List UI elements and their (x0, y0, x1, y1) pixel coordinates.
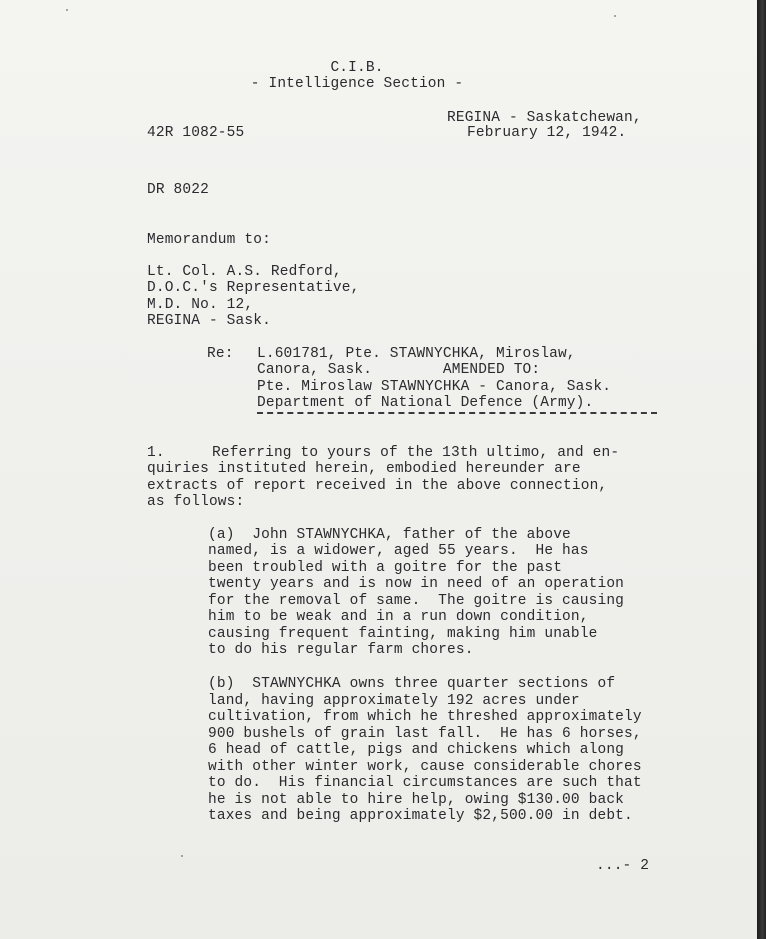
item-a-line: twenty years and is now in need of an operation (208, 576, 625, 592)
paragraph-line: extracts of report received in the above connection, (147, 478, 608, 494)
paper-speck (66, 9, 68, 11)
item-a-line: causing frequent fainting, making him unable (208, 626, 598, 642)
item-a-line: him to be weak and in a run down condition, (208, 609, 589, 625)
item-b-line: taxes and being approximately $2,500.00 in debt. (208, 808, 633, 824)
scan-edge (757, 0, 766, 939)
item-b-line: with other winter work, cause considerable chores (208, 759, 642, 775)
item-a-line: (a) John STAWNYCHKA, father of the above (208, 527, 571, 543)
letterhead-section: - Intelligence Section - (250, 76, 464, 92)
item-b-line: 6 head of cattle, pigs and chickens which along (208, 742, 625, 758)
item-b-line: to do. His financial circumstances are such that (208, 775, 642, 791)
paragraph-line: quiries instituted herein, embodied hereunder are (147, 461, 581, 477)
item-b-line: cultivation, from which he threshed approximately (208, 709, 642, 725)
subject-underline (257, 412, 657, 414)
paper-speck (614, 15, 616, 17)
item-a-line: named, is a widower, aged 55 years. He has (208, 543, 589, 559)
place-line: REGINA - Saskatchewan, (447, 110, 642, 126)
paper-speck (181, 855, 183, 857)
memorandum-salutation: Memorandum to: (147, 232, 271, 248)
dr-number: DR 8022 (147, 182, 209, 198)
item-a-line: been troubled with a goitre for the past (208, 560, 563, 576)
paragraph-line: as follows: (147, 494, 245, 510)
subject-label: Re: (207, 346, 234, 362)
addressee-line: M.D. No. 12, (147, 297, 254, 313)
paragraph-number: 1. (147, 445, 165, 461)
subject-line: Pte. Miroslaw STAWNYCHKA - Canora, Sask. (257, 379, 612, 395)
addressee-line: D.O.C.'s Representative, (147, 280, 360, 296)
continuation-marker: ...- 2 (596, 858, 650, 874)
addressee-line: REGINA - Sask. (147, 313, 271, 329)
date-line: February 12, 1942. (467, 125, 627, 141)
paragraph-line: Referring to yours of the 13th ultimo, and en- (212, 445, 620, 461)
item-b-line: land, having approximately 192 acres under (208, 693, 580, 709)
item-a-line: to do his regular farm chores. (208, 642, 474, 658)
item-a-line: for the removal of same. The goitre is causing (208, 593, 625, 609)
subject-line: Department of National Defence (Army). (257, 395, 594, 411)
item-b-line: (b) STAWNYCHKA owns three quarter sections of (208, 676, 616, 692)
subject-line: Canora, Sask. AMENDED TO: (257, 362, 541, 378)
subject-line: L.601781, Pte. STAWNYCHKA, Miroslaw, (257, 346, 576, 362)
item-b-line: 900 bushels of grain last fall. He has 6 horses, (208, 726, 642, 742)
file-number: 42R 1082-55 (147, 125, 245, 141)
addressee-line: Lt. Col. A.S. Redford, (147, 264, 342, 280)
item-b-line: he is not able to hire help, owing $130.00 back (208, 792, 625, 808)
letterhead-cib: C.I.B. (330, 60, 384, 76)
